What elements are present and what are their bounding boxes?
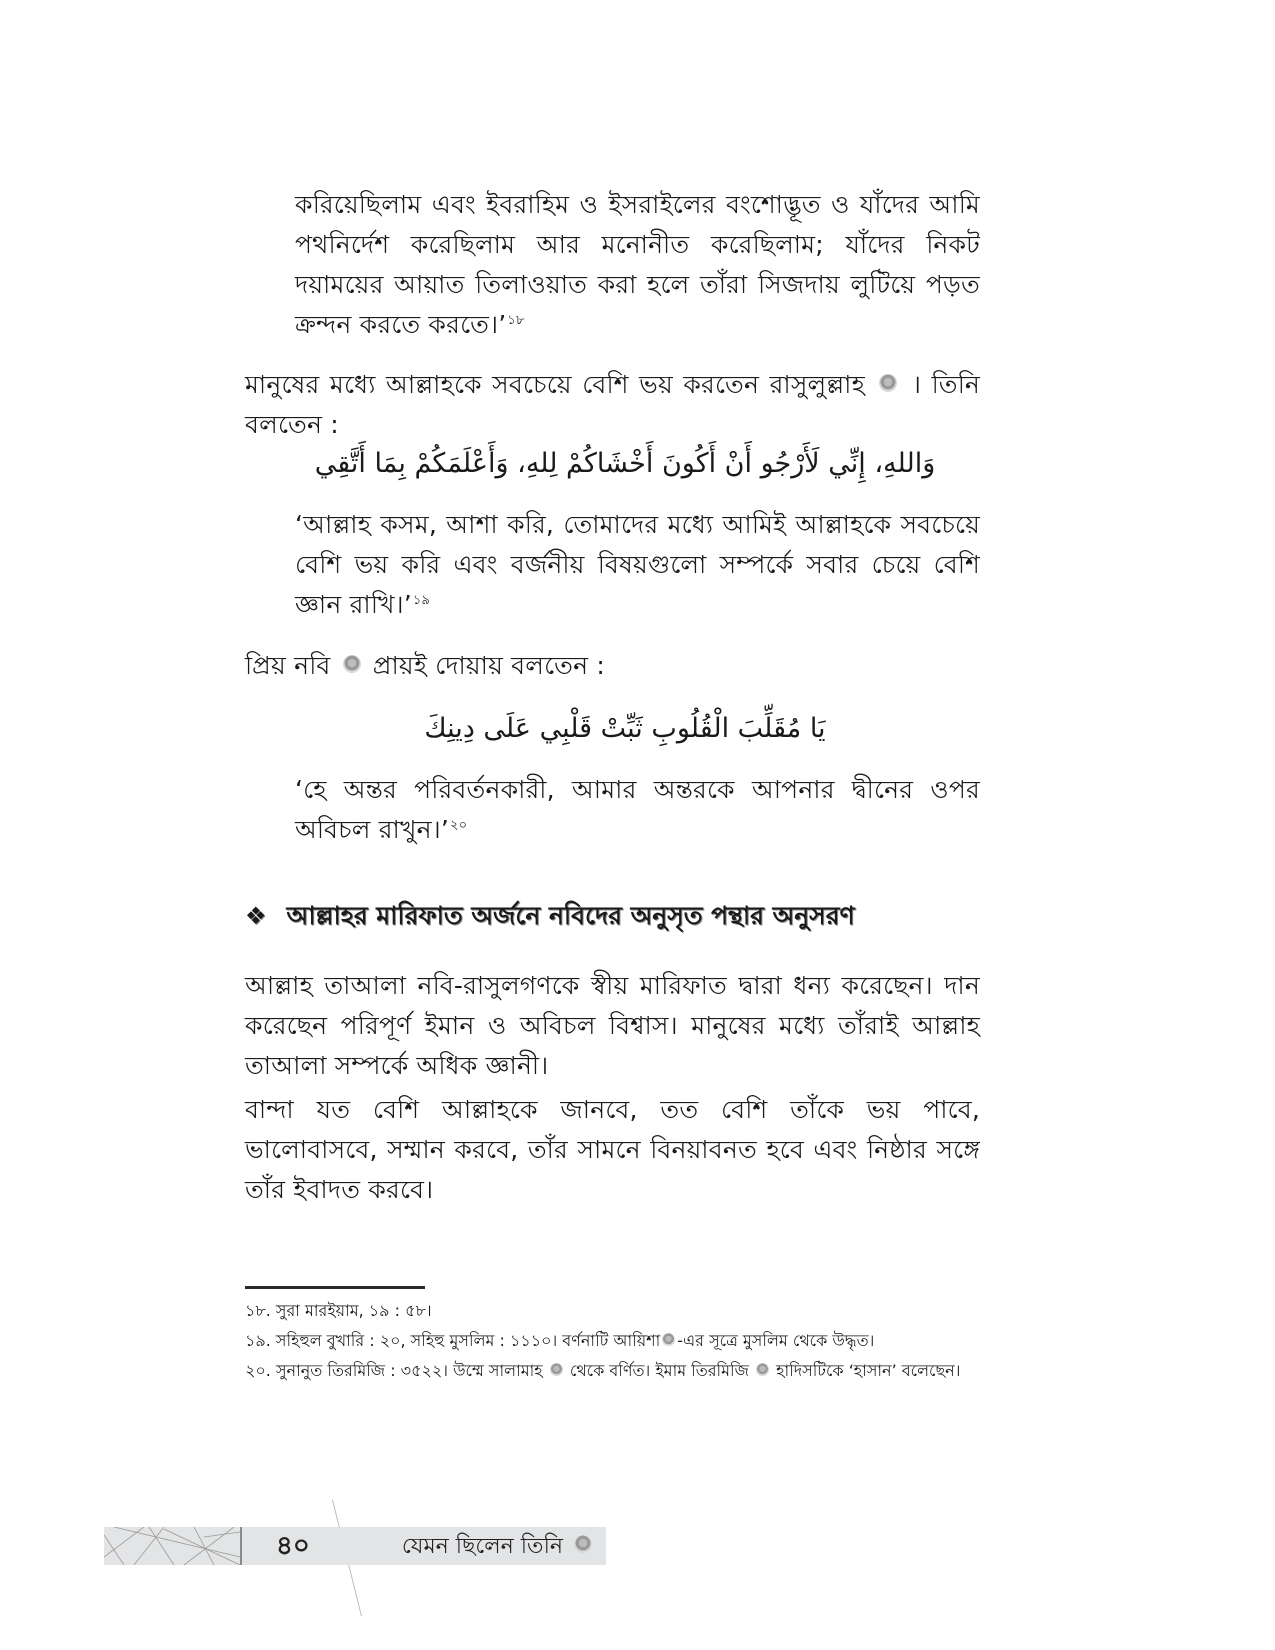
geometric-pattern-icon bbox=[104, 1527, 240, 1565]
arabic-hadith-text: وَاللهِ، إِنِّي لَأَرْجُو أَنْ أَكُونَ أَخْشَاكُمْ لِلهِ، وَأَعْلَمَكُمْ بِمَا أَتَّقِي bbox=[314, 448, 936, 479]
page-number: ৪০ bbox=[276, 1531, 310, 1561]
book-title bbox=[402, 1531, 596, 1563]
translation-text: ‘আল্লাহ কসম, আশা করি, তোমাদের মধ্যে আমিই আল্লাহকে সবচেয়ে বেশি ভয় করি এবং বর্জনীয় বিষয়গুলো সম্পর্কে সবার চেয়ে বেশি জ্ঞান রাখি।’ bbox=[295, 510, 980, 619]
paragraph-marifat bbox=[245, 966, 980, 1086]
dua-translation bbox=[295, 770, 980, 850]
book-title-text: যেমন ছিলেন তিনি bbox=[401, 1534, 563, 1559]
paragraph-prophet-fear bbox=[245, 365, 980, 445]
paragraph-text: মানুষের মধ্যে আল্লাহকে সবচেয়ে বেশি ভয় করতেন রাসুলুল্লাহ bbox=[245, 370, 865, 399]
diamond-bullet-icon: ❖ bbox=[245, 902, 267, 930]
quote-text: করিয়েছিলাম এবং ইবরাহিম ও ইসরাইলের বংশোদ্ভূত ও যাঁদের আমি পথনির্দেশ করেছিলাম আর মনোনীত করেছিলাম; যাঁদের নিকট দয়াময়ের আয়াত তিলাওয়াত করা হলে তাঁরা সিজদায় লুটিয়ে পড়ত ক্রন্দন করতে করতে।’ bbox=[295, 190, 980, 339]
heading-text: আল্লাহর মারিফাত অর্জনে নবিদের অনুসৃত পন্থার অনুসরণ bbox=[286, 901, 855, 930]
honorific-icon bbox=[550, 1363, 563, 1376]
footnote-text-end: হাদিসটিকে ‘হাসান’ বলেছেন। bbox=[776, 1361, 961, 1380]
footnote-ref-19[interactable]: ১৯ bbox=[412, 593, 431, 608]
paragraph-dua-intro bbox=[245, 646, 980, 686]
footnote-text-cont: -এর সূত্রে মুসলিম থেকে উদ্ধৃত। bbox=[677, 1331, 875, 1350]
honorific-icon bbox=[756, 1363, 769, 1376]
footnote-text-cont: থেকে বর্ণিত। ইমাম তিরমিজি bbox=[569, 1361, 749, 1380]
footnote-20 bbox=[245, 1356, 980, 1386]
translation-text: ‘হে অন্তর পরিবর্তনকারী, আমার অন্তরকে আপনার দ্বীনের ওপর অবিচল রাখুন।’ bbox=[295, 775, 980, 844]
hadith-translation bbox=[295, 505, 980, 625]
arabic-dua-text: يَا مُقَلِّبَ الْقُلُوبِ ثَبِّتْ قَلْبِي عَلَى دِينِكَ bbox=[424, 713, 826, 744]
honorific-icon bbox=[662, 1333, 675, 1346]
footnote-text: ১৯. সহিহুল বুখারি : ২০, সহিহু মুসলিম : ১১১০। বর্ণনাটি আয়িশা bbox=[245, 1331, 661, 1350]
page-footer bbox=[104, 1527, 606, 1565]
footnote-19 bbox=[245, 1326, 980, 1356]
footnotes bbox=[245, 1296, 980, 1386]
footnote-ref-20[interactable]: ২০ bbox=[450, 818, 468, 833]
footer-divider bbox=[240, 1527, 242, 1565]
paragraph-text-cont: । তিনি বলতেন : bbox=[245, 370, 980, 439]
quote-paragraph-continued bbox=[295, 185, 980, 345]
paragraph-text-cont: প্রায়ই দোয়ায় বলতেন : bbox=[372, 651, 605, 680]
footnote-text: ২০. সুনানুত তিরমিজি : ৩৫২২। উম্মে সালামাহ bbox=[245, 1361, 543, 1380]
footnote-ref-18[interactable]: ১৮ bbox=[507, 313, 525, 328]
footnote-18: ১৮. সুরা মারইয়াম, ১৯ : ৫৮। bbox=[245, 1301, 432, 1320]
honorific-icon bbox=[343, 655, 361, 673]
honorific-icon bbox=[574, 1535, 592, 1553]
paragraph-text: প্রিয় নবি bbox=[245, 651, 331, 680]
paragraph-text: বান্দা যত বেশি আল্লাহকে জানবে, তত বেশি তাঁকে ভয় পাবে, ভালোবাসবে, সম্মান করবে, তাঁর সামনে বিনয়াবনত হবে এবং নিষ্ঠার সঙ্গে তাঁর ইবাদত করবে। bbox=[245, 1095, 980, 1204]
section-heading bbox=[245, 896, 985, 936]
paragraph-text: আল্লাহ তাআলা নবি-রাসুলগণকে স্বীয় মারিফাত দ্বারা ধন্য করেছেন। দান করেছেন পরিপূর্ণ ইমান ও অবিচল বিশ্বাস। মানুষের মধ্যে তাঁরাই আল্লাহ তাআলা সম্পর্কে অধিক জ্ঞানী। bbox=[245, 971, 980, 1080]
paragraph-servant bbox=[245, 1090, 980, 1210]
honorific-icon bbox=[879, 374, 897, 392]
footnote-separator bbox=[245, 1286, 425, 1289]
